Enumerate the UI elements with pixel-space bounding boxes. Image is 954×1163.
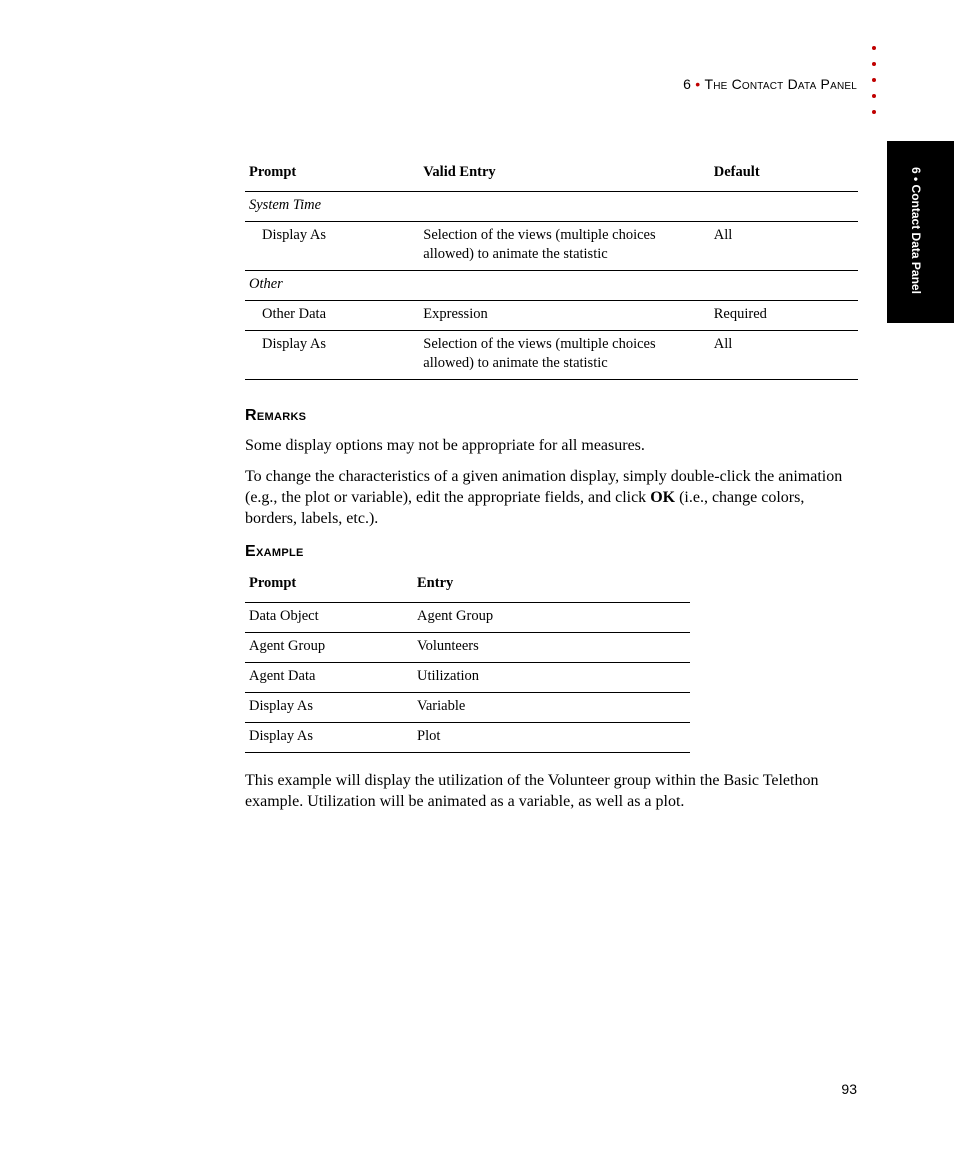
example-heading: Example	[245, 543, 304, 560]
column-header: Default	[713, 164, 760, 180]
chapter-number: 6	[683, 76, 692, 92]
remarks-paragraph: Some display options may not be appropriate for all measures.	[245, 437, 645, 454]
remarks-heading: Remarks	[245, 407, 307, 424]
group-label: System Time	[245, 192, 858, 222]
side-tab-label: 6 • Contact Data Panel	[909, 167, 923, 294]
column-header: Prompt	[249, 164, 297, 180]
dot-icon	[872, 110, 876, 114]
entry-cell: Plot	[413, 723, 690, 753]
table-row	[245, 331, 858, 380]
valid-entry-cell: Expression	[419, 301, 709, 331]
entry-cell: Agent Group	[413, 603, 690, 633]
dot-icon	[872, 46, 876, 50]
prompt-cell: Display As	[245, 723, 413, 753]
chapter-side-tab	[887, 141, 954, 323]
prompt-cell: Agent Data	[245, 663, 413, 693]
chapter-title: The Contact Data Panel	[704, 76, 857, 92]
default-cell: All	[710, 331, 858, 380]
prompt-cell: Display As	[245, 331, 419, 380]
running-header	[683, 76, 857, 92]
dot-icon	[872, 62, 876, 66]
table-row	[245, 603, 690, 633]
table-row	[245, 663, 690, 693]
table-header-row	[245, 164, 858, 192]
prompt-cell: Display As	[245, 693, 413, 723]
table-row	[245, 693, 690, 723]
entry-cell: Volunteers	[413, 633, 690, 663]
table-group-row	[245, 192, 858, 222]
table-row	[245, 633, 690, 663]
column-header: Prompt	[249, 575, 297, 591]
prompt-cell: Data Object	[245, 603, 413, 633]
remarks-paragraph	[245, 466, 860, 529]
table-row	[245, 723, 690, 753]
ok-label: OK	[650, 489, 676, 506]
valid-entry-cell: Selection of the views (multiple choices allowed) to animate the statistic	[419, 331, 709, 380]
group-label: Other	[245, 271, 858, 301]
column-header: Entry	[417, 575, 454, 591]
default-cell: All	[710, 222, 858, 271]
column-header: Valid Entry	[423, 164, 496, 180]
table-header-row	[245, 575, 690, 603]
table-group-row	[245, 271, 858, 301]
bullet-icon: •	[695, 76, 701, 92]
example-table	[245, 575, 690, 753]
prompt-cell: Display As	[245, 222, 419, 271]
default-cell: Required	[710, 301, 858, 331]
entry-cell: Variable	[413, 693, 690, 723]
table-row	[245, 222, 858, 271]
margin-dots	[872, 46, 882, 126]
paragraph-text: (i.e., change colors, borders, labels, etc.).	[245, 489, 805, 527]
dot-icon	[872, 94, 876, 98]
prompt-cell: Agent Group	[245, 633, 413, 663]
example-paragraph: This example will display the utilization of the Volunteer group within the Basic Telethon example. Utilization will be animated as a variable, as well as a plot.	[245, 772, 819, 810]
table-row	[245, 301, 858, 331]
prompt-table	[245, 164, 858, 380]
entry-cell: Utilization	[413, 663, 690, 693]
paragraph-text: To change the characteristics of a given animation display, simply double-click the animation (e.g., the plot or variable), edit the appropriate fields, and click	[245, 468, 843, 506]
dot-icon	[872, 78, 876, 82]
valid-entry-cell: Selection of the views (multiple choices allowed) to animate the statistic	[419, 222, 709, 271]
prompt-cell: Other Data	[245, 301, 419, 331]
page-number: 93	[841, 1081, 857, 1097]
